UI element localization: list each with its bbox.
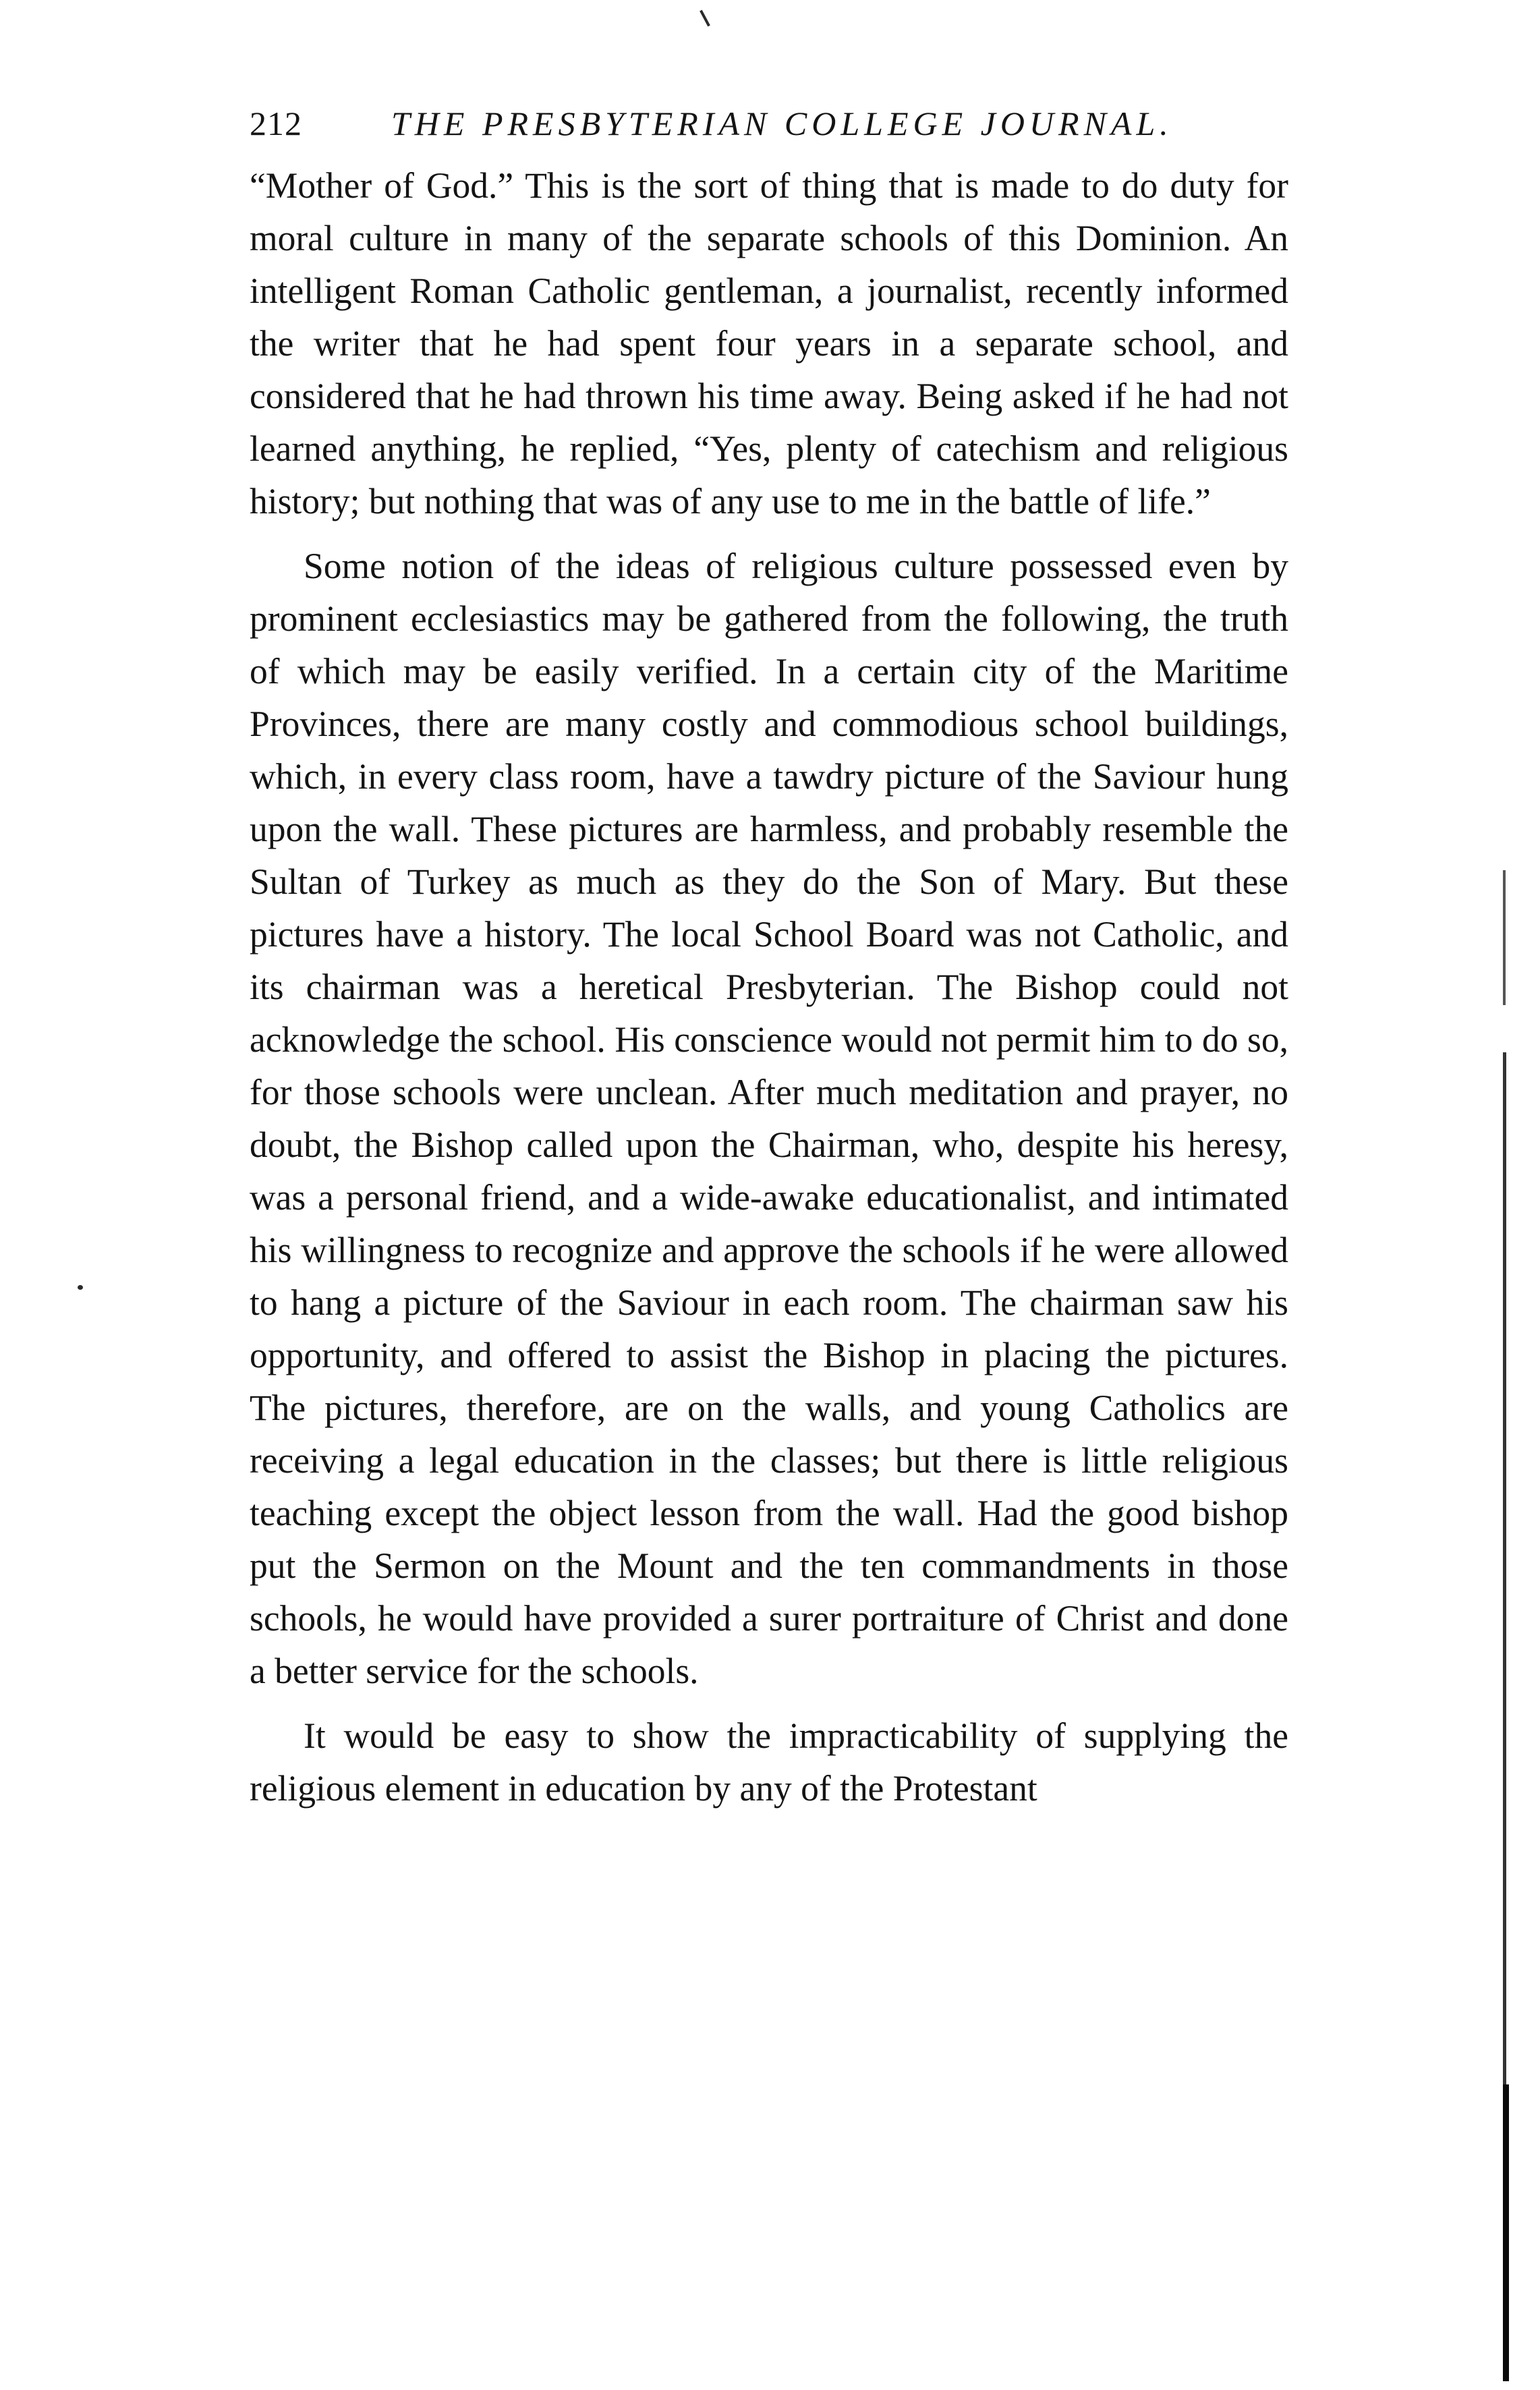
- page-number: 212: [250, 105, 302, 142]
- paragraph-bishop-pictures: Some notion of the ideas of religious culture possessed even by prominent ecclesiastics may be gathered from the following, the truth of which may be easily verified. In a certain city of the Maritime Provinces, there are many costly and commodious school buildings, which, in every class room, have a tawdry picture of the Saviour hung upon the wall. These pictures are harmless, and probably resemble the Sultan of Turkey as much as they do the Son of Mary. But these pictures have a history. The local School Board was not Catholic, and its chairman was a heretical Presbyterian. The Bishop could not acknowledge the school. His conscience would not permit him to do so, for those schools were unclean. After much meditation and prayer, no doubt, the Bishop called upon the Chairman, who, despite his heresy, was a personal friend, and a wide-awake educationalist, and intimated his willingness to recognize and approve the schools if he were allowed to hang a picture of the Saviour in each room. The chairman saw his opportunity, and offered to assist the Bishop in placing the pictures. The pictures, therefore, are on the walls, and young Catholics are receiving a legal education in the classes; but there is little religious teaching except the object lesson from the wall. Had the good bishop put the Sermon on the Mount and the ten commandments in those schools, he would have provided a surer portraiture of Christ and done a better service for the schools.: [250, 546, 1288, 1691]
- scan-dot: [78, 1285, 83, 1290]
- page-header: [250, 100, 1288, 147]
- paragraph-continued: “Mother of God.” This is the sort of thing that is made to do duty for moral culture in many of the separate schools of this Dominion. An intelligent Roman Catholic gentleman, a journalist, recently informed the writer that he had spent four years in a separate school, and considered that he had thrown his time away. Being asked if he had not learned anything, he replied, “Yes, plenty of catechism and religious history; but nothing that was of any use to me in the battle of life.”: [250, 165, 1288, 521]
- scan-speck: [700, 10, 710, 27]
- body-text: [250, 159, 1288, 1815]
- running-title: THE PRESBYTERIAN COLLEGE JOURNAL.: [391, 105, 1173, 142]
- paragraph-impracticability: It would be easy to show the impracticability of supplying the religious element in education by any of the Protestant: [250, 1715, 1288, 1809]
- binding-edge-shadow: [1503, 870, 1506, 1005]
- binding-edge-shadow: [1503, 2084, 1509, 2381]
- binding-edge-shadow: [1503, 1052, 1506, 2084]
